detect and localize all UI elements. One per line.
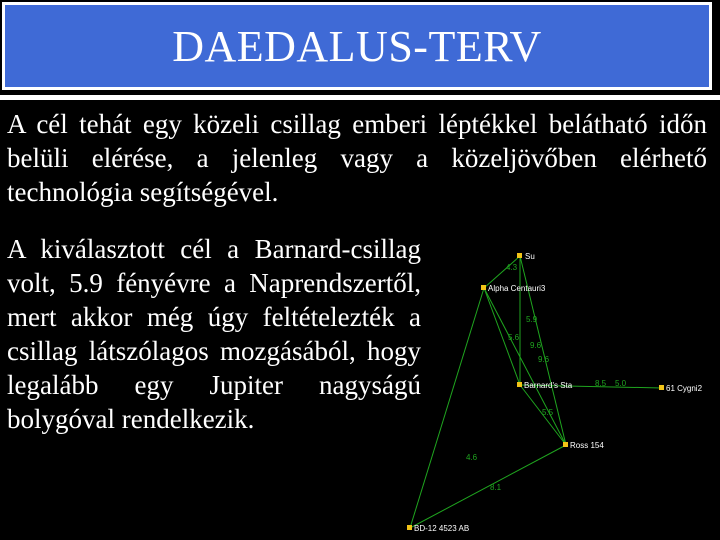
- distance-label: 8.1: [490, 483, 502, 492]
- star-barnard-label: Barnard's Sta: [524, 381, 573, 390]
- star-sun-marker: [517, 253, 522, 258]
- target-paragraph: A kiválasztott cél a Barnard-csillag volt, 5.9 fényévre a Naprendszertől, mert akkor még úgy feltételezték a csillag látszólagos mozgásából, hogy legalább egy Jupiter nagyságú bolygóval rendelkezik.: [7, 234, 421, 434]
- star-sun-label: Su: [525, 252, 535, 261]
- title-divider: [0, 95, 720, 100]
- star-alpha-centauri-label: Alpha Centauri3: [488, 284, 546, 293]
- distance-label: 5.0: [615, 379, 627, 388]
- star-cygni-label: 61 Cygni2: [666, 384, 703, 393]
- route-ross-bd: [410, 445, 566, 528]
- slide-title-bar: [2, 2, 712, 90]
- route-alpha-bd: [410, 288, 484, 528]
- distance-label: 8.5: [595, 379, 607, 388]
- distance-label: 5.5: [542, 408, 554, 417]
- distance-labels: [466, 263, 627, 492]
- star-bd-label: BD-12 4523 AB: [414, 524, 470, 533]
- distance-label: 5.6: [508, 333, 520, 342]
- star-barnard-marker: [517, 382, 522, 387]
- intro-paragraph: A cél tehát egy közeli csillag emberi léptékkel belátható időn belüli elérése, a jelenleg vagy a közeljövőben elérhető technológia segítségével.: [7, 109, 707, 207]
- star-ross-label: Ross 154: [570, 441, 604, 450]
- star-cygni-marker: [659, 385, 664, 390]
- route-lines: [410, 256, 662, 528]
- distance-label: 4.3: [506, 263, 518, 272]
- star-labels: [414, 252, 703, 533]
- star-bd-marker: [407, 525, 412, 530]
- slide-title: DAEDALUS-TERV: [172, 21, 542, 71]
- star-markers: [407, 253, 664, 530]
- route-alpha-ross: [484, 288, 566, 445]
- distance-label: 9.6: [530, 341, 542, 350]
- star-map: [400, 240, 716, 536]
- distance-label: 4.6: [466, 453, 478, 462]
- star-alpha-centauri-marker: [481, 285, 486, 290]
- distance-label: 5.9: [526, 315, 538, 324]
- star-ross-marker: [563, 442, 568, 447]
- distance-label: 9.6: [538, 355, 550, 364]
